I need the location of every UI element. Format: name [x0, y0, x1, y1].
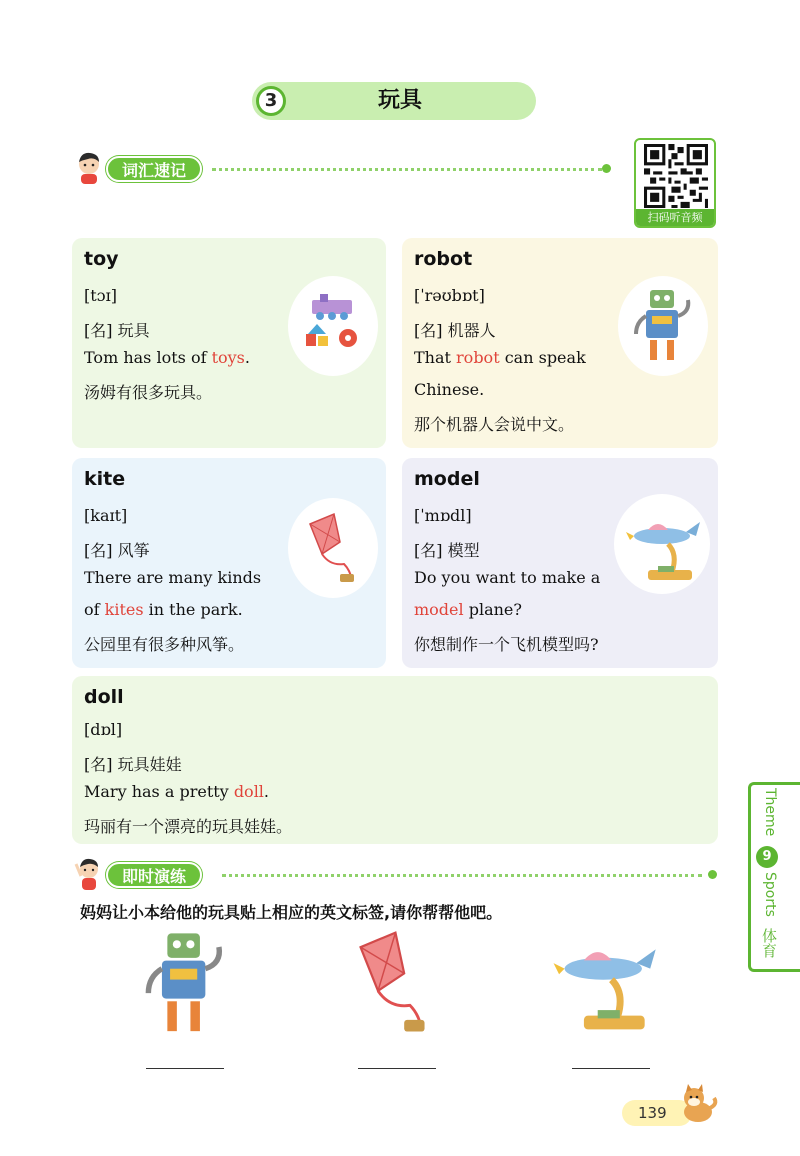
exercise-kite-picture: [346, 926, 442, 1044]
theme-side-tab[interactable]: [748, 782, 800, 972]
vocab-example-translation: 公园里有很多种风筝。: [84, 635, 245, 654]
vocab-phonetic: [dɒl]: [84, 720, 123, 739]
qr-code-panel[interactable]: [634, 138, 716, 228]
vocab-section-header: [72, 150, 612, 184]
vocab-example-sentence-cont: Chinese.: [414, 380, 485, 399]
qr-code-label: 扫码听音频: [636, 209, 714, 226]
vocab-phonetic: [ˈrəʊbɒt]: [414, 286, 485, 305]
vocab-card-robot: [402, 238, 718, 448]
vocab-example-translation: 你想制作一个飞机模型吗?: [414, 635, 599, 654]
highlight-word: toys: [211, 348, 245, 367]
divider-dot: [708, 870, 717, 879]
vocab-card-model: [402, 458, 718, 668]
vocab-part-of-speech: [名] 玩具娃娃: [84, 755, 182, 774]
vocab-example-translation: 那个机器人会说中文。: [414, 415, 575, 434]
kite-icon: [300, 510, 366, 590]
vocab-phonetic: [tɔɪ]: [84, 286, 117, 305]
answer-blank-kite[interactable]: [358, 1068, 436, 1069]
vocab-phonetic: [kaɪt]: [84, 506, 128, 525]
vocab-example-sentence: There are many kinds: [84, 568, 262, 587]
vocab-part-of-speech: [名] 风筝: [84, 541, 150, 560]
boy-waving-icon: [72, 856, 106, 890]
vocab-card-doll: [72, 676, 718, 844]
toys-icon: [300, 292, 370, 362]
vocab-example-sentence: That robot can speak: [414, 348, 586, 367]
vocab-section-label: 词汇速记: [106, 156, 202, 182]
dotted-divider: [212, 168, 602, 171]
exercise-instruction: 妈妈让小本给他的玩具贴上相应的英文标签,请你帮帮他吧。: [80, 903, 503, 922]
answer-blank-robot[interactable]: [146, 1068, 224, 1069]
vocab-part-of-speech: [名] 玩具: [84, 321, 150, 340]
exercise-robot-picture: [140, 928, 230, 1042]
exercise-plane-model-picture: [548, 938, 664, 1038]
side-tab-theme-label: Theme: [762, 788, 778, 837]
side-tab-topic-cn: 体育: [760, 928, 778, 958]
answer-blank-model[interactable]: [572, 1068, 650, 1069]
vocab-example-sentence-cont: model plane?: [414, 600, 522, 619]
side-tab-topic-en: Sports: [762, 872, 778, 917]
vocab-phonetic: [ˈmɒdl]: [414, 506, 472, 525]
vocab-card-kite: [72, 458, 386, 668]
plane-model-icon: [622, 514, 706, 586]
lesson-title: 玩具: [377, 88, 422, 113]
highlight-word: kites: [104, 600, 144, 619]
boy-thinking-icon: [72, 150, 106, 184]
vocab-word: model: [414, 468, 480, 490]
vocab-word: doll: [84, 686, 124, 708]
qr-code-icon: [644, 144, 708, 208]
vocab-part-of-speech: [名] 机器人: [414, 321, 496, 340]
highlight-word: doll: [233, 782, 264, 801]
shiba-dog-icon: [676, 1082, 720, 1126]
robot-icon: [630, 286, 696, 366]
vocab-part-of-speech: [名] 模型: [414, 541, 480, 560]
practice-section-header: [72, 856, 722, 890]
highlight-word: robot: [456, 348, 500, 367]
vocab-word: toy: [84, 248, 119, 270]
vocab-card-toy: [72, 238, 386, 448]
practice-section-label: 即时演练: [106, 862, 202, 888]
vocab-example-sentence-cont: of kites in the park.: [84, 600, 243, 619]
dotted-divider: [222, 874, 702, 877]
vocab-example-sentence: Mary has a pretty doll.: [84, 782, 270, 801]
highlight-word: model: [414, 600, 464, 619]
vocab-example-translation: 汤姆有很多玩具。: [84, 383, 213, 402]
side-tab-theme-number: 9: [756, 846, 778, 868]
lesson-number: 3: [256, 86, 286, 116]
vocab-example-sentence: Tom has lots of toys.: [84, 348, 250, 367]
vocab-example-sentence: Do you want to make a: [414, 568, 601, 587]
vocab-example-translation: 玛丽有一个漂亮的玩具娃娃。: [84, 817, 293, 836]
vocab-word: robot: [414, 248, 473, 270]
page-number: 139: [622, 1100, 692, 1126]
divider-dot: [602, 164, 611, 173]
vocab-word: kite: [84, 468, 126, 490]
